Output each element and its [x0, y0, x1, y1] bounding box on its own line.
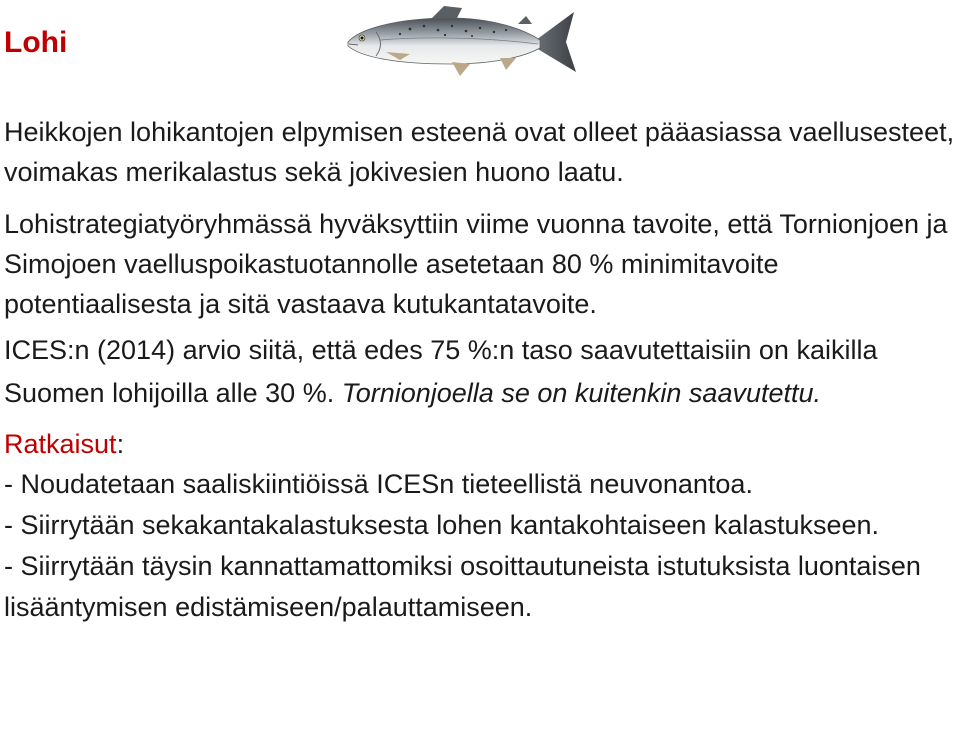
- paragraph-obstacles: Heikkojen lohikantojen elpymisen esteenä ovat olleet pääasiassa vaellusesteet, voimakas merikalastus sekä jokivesien huono laatu.: [4, 117, 955, 187]
- ices-italic-text: Tornionjoella se on kuitenkin saavutettu.: [341, 378, 822, 408]
- paragraph-strategy: Lohistrategiatyöryhmässä hyväksyttiin viime vuonna tavoite, että Tornionjoen ja Simojoen vaelluspoikastuotannolle asetetaan 80 % minimitavoite potentiaalisesta ja sitä vastaava kutukantatavoite.: [4, 209, 948, 319]
- page-title: Lohi: [4, 26, 68, 59]
- solution-item: - Siirrytään täysin kannattamattomiksi osoittautuneista istutuksista luontaisen lisääntymisen edistämiseen/palauttamiseen.: [4, 551, 921, 622]
- paragraph-ices: [4, 329, 960, 415]
- solutions-heading-colon: :: [116, 429, 125, 459]
- solutions-list: [4, 464, 960, 628]
- main-content: [4, 112, 960, 628]
- solutions-heading: [4, 424, 960, 464]
- ices-text: ICES:n (2014) arvio siitä, että edes 75 %:n taso saavutettaisiin on kaikilla Suomen lohijoilla alle 30 %.: [4, 335, 878, 408]
- salmon-icon: [340, 2, 580, 84]
- solutions-heading-label: Ratkaisut: [4, 429, 117, 459]
- solution-item: - Siirrytään sekakantakalastuksesta lohen kantakohtaiseen kalastukseen.: [4, 510, 880, 540]
- solution-item: - Noudatetaan saaliskiintiöissä ICESn tieteellistä neuvonantoa.: [4, 469, 753, 499]
